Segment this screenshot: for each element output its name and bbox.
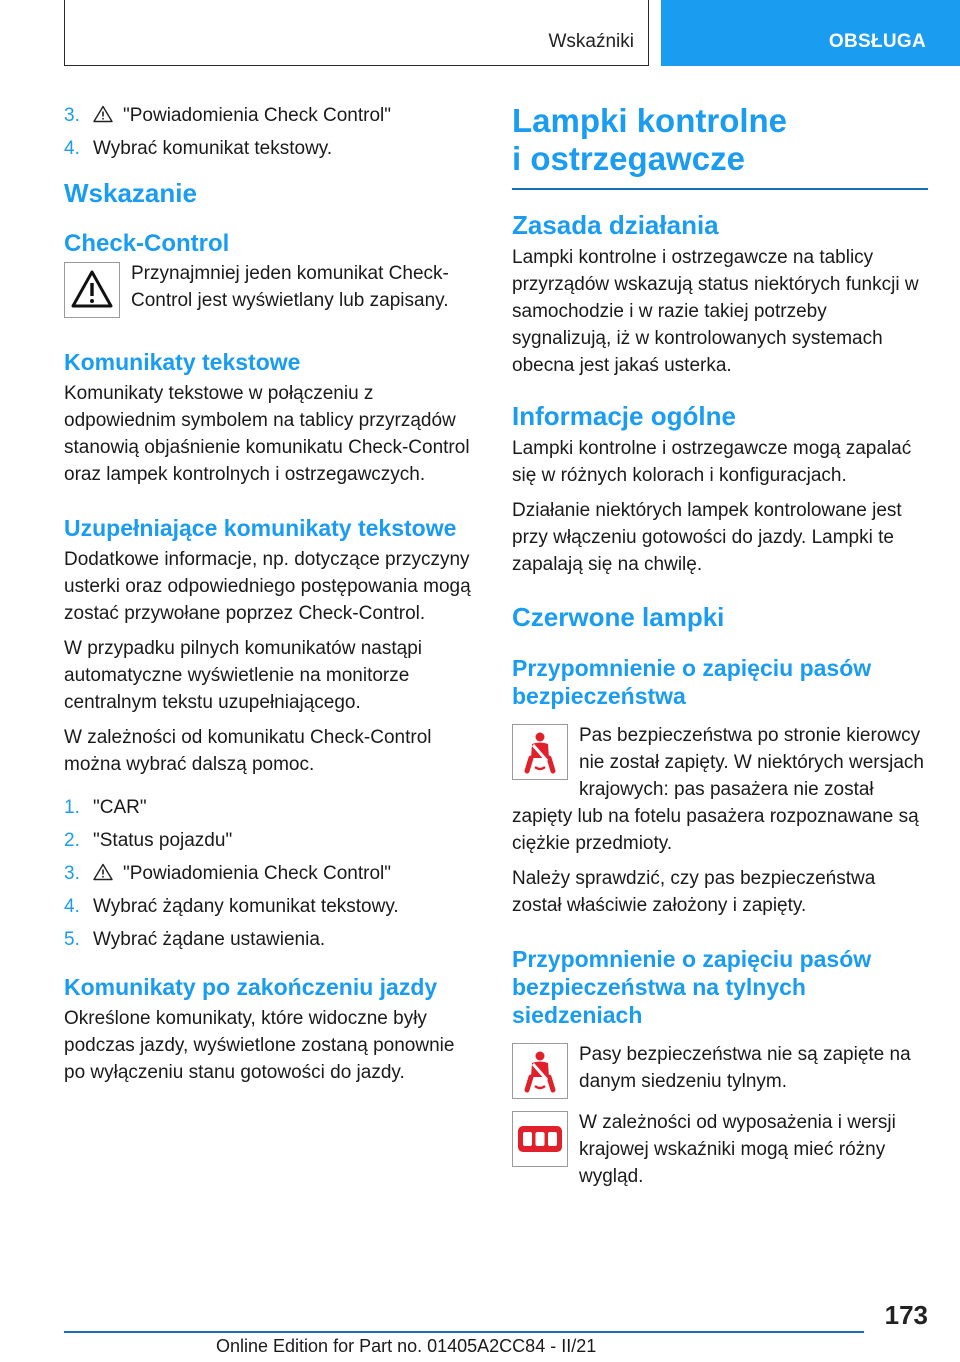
list-item: 3. "Powiadomienia Check Control" [64, 863, 392, 884]
check-control-row [64, 260, 480, 318]
page-number: 173 [884, 1300, 928, 1330]
heading-check-control: Check-Control [64, 230, 230, 257]
uzupelniajace-paragraph-2: W przypadku pilnych komunikatów nastąpi automatyczne wyświetlenie na monitorze centralnym tekstu uzupełniającego. [64, 638, 423, 713]
uzupelniajace-paragraph-3: W zależności od komunikatu Check-Control można wybrać dalszą pomoc. [64, 727, 432, 775]
header-section-title: Wskaźniki [548, 31, 634, 52]
heading-lampki-kontrolne: Lampki kontrolne i ostrzegawcze [512, 102, 788, 177]
seatbelt-warning-icon [512, 1043, 568, 1099]
informacje-paragraph-1: Lampki kontrolne i ostrzegawcze mogą zapalać się w różnych kolorach i konfiguracjach. [512, 437, 912, 486]
header-section-tab [64, 0, 649, 66]
header-chapter-tab [661, 0, 960, 66]
check-control-text: Przynajmniej jeden komunikat Check-Control jest wyświetlany lub zapisany. [131, 263, 449, 311]
seatbelt-text: Pas bezpieczeństwa po stronie kierowcy nie został zapięty. W niektórych wersjach krajowych: pas pasażera nie został zapięty lub na fotelu pasażera rozpoznawane są ciężkie przedmioty. [512, 724, 924, 854]
warning-triangle-icon [93, 863, 113, 881]
heading-czerwone-lampki: Czerwone lampki [512, 601, 725, 632]
heading-po-zakonczeniu-jazdy: Komunikaty po zakończeniu jazdy [64, 974, 438, 1000]
rear-seat-indicator-row [512, 1109, 928, 1190]
zasada-text: Lampki kontrolne i ostrzegawcze na tablicy przyrządów wskazują status niektórych funkcji w samochodzie i w razie takiej potrzeby sygnalizują, iż w kontrolowanych systemach obecna jest jakaś usterka. [512, 246, 919, 376]
heading-przypomnienie-pasy: Przypomnienie o zapięciu pasów bezpieczeństwa [512, 654, 872, 709]
po-zakonczeniu-text: Określone komunikaty, które widoczne były podczas jazdy, wyświetlone zostaną ponownie po wyłączeniu stanu gotowości do jazdy. [64, 1008, 455, 1083]
heading-zasada-dzialania: Zasada działania [512, 209, 719, 240]
list-item: 4. Wybrać komunikat tekstowy. [64, 138, 333, 159]
heading-przypomnienie-pasy-tylne: Przypomnienie o zapięciu pasów bezpieczeństwa na tylnych siedzeniach [512, 945, 872, 1028]
heading-uzupelniajace: Uzupełniające komunikaty tekstowe [64, 515, 457, 541]
heading-informacje-ogolne: Informacje ogólne [512, 400, 736, 431]
steps-top-list [64, 102, 480, 162]
list-item: 1. "CAR" [64, 797, 147, 818]
informacje-paragraph-2: Działanie niektórych lampek kontrolowane jest przy włączeniu gotowości do jazdy. Lampki te zapalają się na chwilę. [512, 499, 902, 575]
footer-edition-text: Online Edition for Part no. 01405A2CC84 - II/21 [216, 1336, 597, 1356]
list-item: 4. Wybrać żądany komunikat tekstowy. [64, 896, 399, 917]
rear-seat-indicator-text: W zależności od wyposażenia i wersji krajowej wskaźniki mogą mieć różny wygląd. [579, 1111, 896, 1187]
steps-list [64, 794, 480, 953]
footer-divider [64, 1331, 864, 1333]
list-item: 2. "Status pojazdu" [64, 830, 233, 851]
heading-komunikaty-tekstowe: Komunikaty tekstowe [64, 349, 301, 375]
rear-seatbelt-text: Pasy bezpieczeństwa nie są zapięte na danym siedzeniu tylnym. [579, 1043, 911, 1092]
heading-wskazanie: Wskazanie [64, 178, 197, 208]
left-column [64, 102, 480, 1086]
heading-divider [512, 188, 928, 190]
right-column [512, 102, 928, 1190]
seatbelt-check-text: Należy sprawdzić, czy pas bezpieczeństwa został właściwie założony i zapięty. [512, 867, 876, 916]
seatbelt-row [512, 722, 928, 857]
list-item: 3. "Powiadomienia Check Control" [64, 105, 392, 126]
komunikaty-text: Komunikaty tekstowe w połączeniu z odpowiednim symbolem na tablicy przyrządów stanowią objaśnienie komunikatu Check-Control oraz lampek kontrolnych i ostrzegawczych. [64, 383, 470, 485]
rear-seat-indicator-icon [512, 1111, 568, 1167]
seatbelt-warning-icon [512, 724, 568, 780]
header-chapter-title: OBSŁUGA [828, 31, 926, 52]
list-item: 5. Wybrać żądane ustawienia. [64, 929, 326, 950]
uzupelniajace-paragraph-1: Dodatkowe informacje, np. dotyczące przyczyny usterki oraz odpowiedniego postępowania mogą zostać przywołane poprzez Check-Control. [64, 549, 471, 624]
warning-triangle-icon [93, 105, 113, 123]
warning-triangle-icon [64, 262, 120, 318]
rear-seatbelt-row [512, 1041, 928, 1099]
